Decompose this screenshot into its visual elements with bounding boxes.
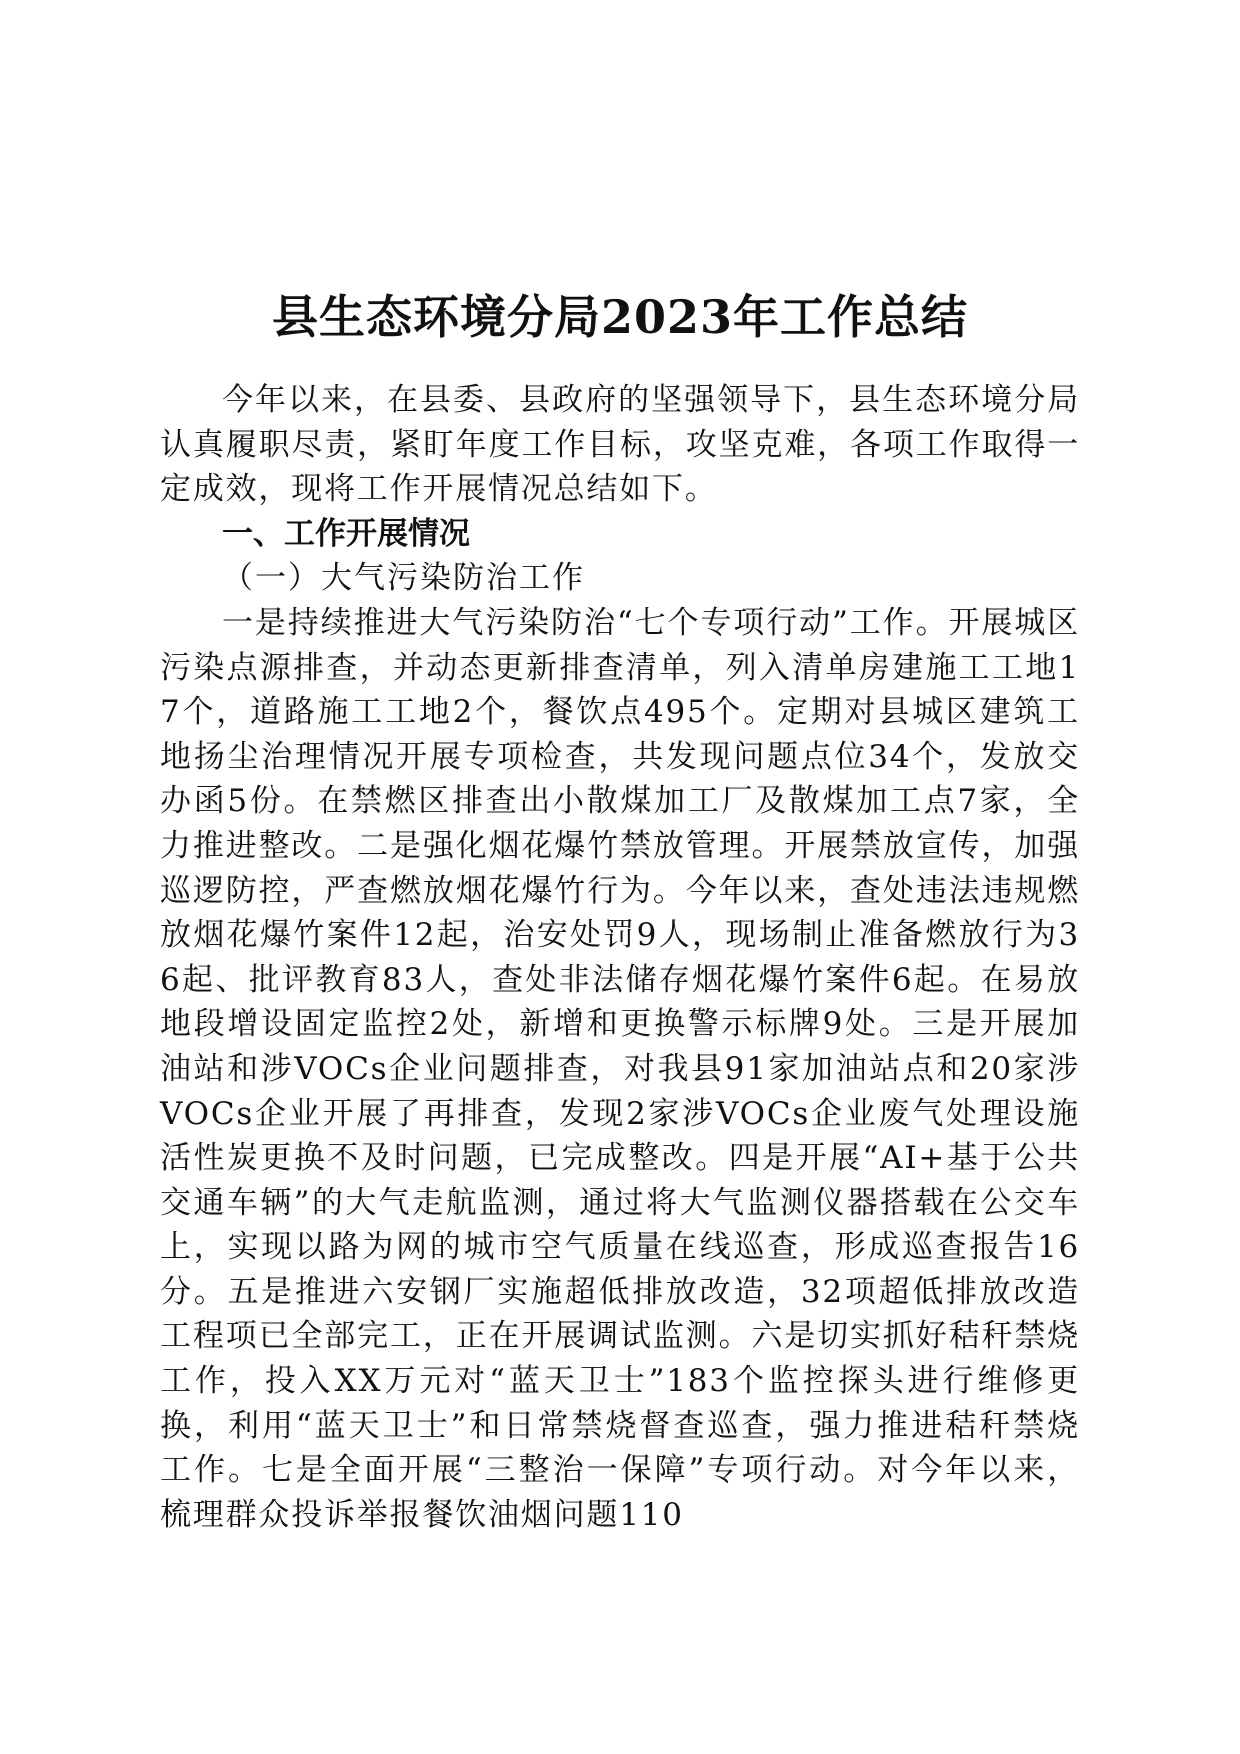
section-heading: 一、工作开展情况 — [222, 515, 470, 552]
subsection-heading: （一）大气污染防治工作 — [222, 560, 585, 597]
body-paragraph: 一是持续推进大气污染防治“七个专项行动”工作。开展城区污染点源排查，并动态更新排查清单，列入清单房建施工工地17个，道路施工工地2个，餐饮点495个。定期对县城区建筑工地扬尘治理情况开展专项检查，共发现问题点位34个，发放交办函5份。在禁燃区排查出小散煤加工厂及散煤加工点7家，全力推进整改。二是强化烟花爆竹禁放管理。开展禁放宣传，加强巡逻防控，严查燃放烟花爆竹行为。今年以来，查处违法违规燃放烟花爆竹案件12起，治安处罚9人，现场制止准备燃放行为36起、批评教育83人，查处非法储存烟花爆竹案件6起。在易放地段增设固定监控2处，新增和更换警示标牌9处。三是开展加油站和涉VOCs企业问题排查，对我县91家加油站点和20家涉VOCs企业开展了再排查，发现2家涉VOCs企业废气处理设施活性炭更换不及时问题，已完成整改。四是开展“AI+基于公共交通车辆”的大气走航监测，通过将大气监测仪器搭载在公交车上，实现以路为网的城市空气质量在线巡查，形成巡查报告16分。五是推进六安钢厂实施超低排放改造，32项超低排放改造工程项已全部完工，正在开展调试监测。六是切实抓好秸秆禁烧工作，投入XX万元对“蓝天卫士”183个监控探头进行维修更换，利用“蓝天卫士”和日常禁烧督查巡查，强力推进秸秆禁烧工作。七是全面开展“三整治一保障”专项行动。对今年以来，梳理群众投诉举报餐饮油烟问题110 — [160, 604, 1080, 1533]
document-title: 县生态环境分局2023年工作总结 — [271, 289, 969, 344]
intro-paragraph: 今年以来，在县委、县政府的坚强领导下，县生态环境分局认真履职尽责，紧盯年度工作目标，攻坚克难，各项工作取得一定成效，现将工作开展情况总结如下。 — [160, 382, 1080, 508]
document-body — [160, 378, 1080, 1537]
